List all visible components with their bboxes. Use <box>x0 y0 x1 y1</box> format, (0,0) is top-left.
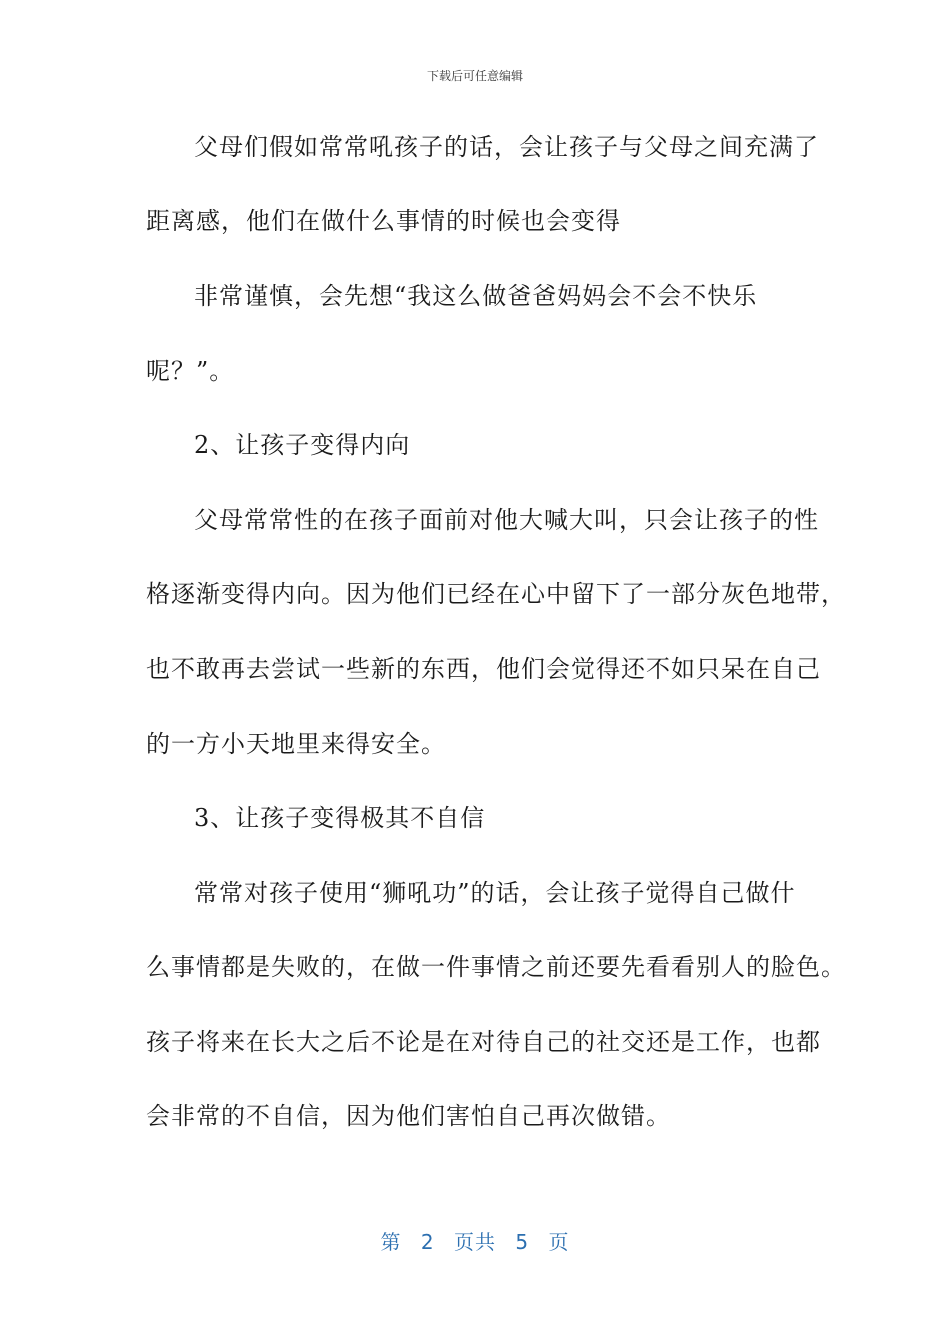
section-heading: 2、让孩子变得内向 <box>194 431 411 459</box>
paragraph-line: 父母常常性的在孩子面前对他大喊大叫，只会让孩子的性 <box>194 506 819 534</box>
paragraph-line: 呢？”。 <box>146 357 235 385</box>
paragraph-line: 父母们假如常常吼孩子的话，会让孩子与父母之间充满了 <box>194 133 819 161</box>
paragraph-line: 的一方小天地里来得安全。 <box>146 730 446 758</box>
page-number-footer <box>0 1226 950 1255</box>
paragraph-line: 孩子将来在长大之后不论是在对待自己的社交还是工作，也都 <box>146 1028 821 1056</box>
page-prefix: 第 <box>380 1230 402 1254</box>
page-total: 5 <box>515 1230 530 1254</box>
section-heading: 3、让孩子变得极其不自信 <box>194 804 486 832</box>
paragraph-line: 么事情都是失败的，在做一件事情之前还要先看看别人的脸色。 <box>146 953 846 981</box>
paragraph-line: 也不敢再去尝试一些新的东西，他们会觉得还不如只呆在自己 <box>146 655 821 683</box>
header-note: 下载后可任意编辑 <box>426 69 523 83</box>
page-suffix: 页 <box>548 1230 570 1254</box>
paragraph-line: 格逐渐变得内向。因为他们已经在心中留下了一部分灰色地带， <box>146 580 846 608</box>
paragraph-line: 非常谨慎，会先想“我这么做爸爸妈妈会不会不快乐 <box>194 282 758 310</box>
page-current: 2 <box>420 1230 435 1254</box>
page-middle: 页共 <box>454 1230 496 1254</box>
paragraph-line: 常常对孩子使用“狮吼功”的话，会让孩子觉得自己做什 <box>194 879 796 907</box>
paragraph-line: 会非常的不自信，因为他们害怕自己再次做错。 <box>146 1102 671 1130</box>
paragraph-line: 距离感，他们在做什么事情的时候也会变得 <box>146 207 621 235</box>
